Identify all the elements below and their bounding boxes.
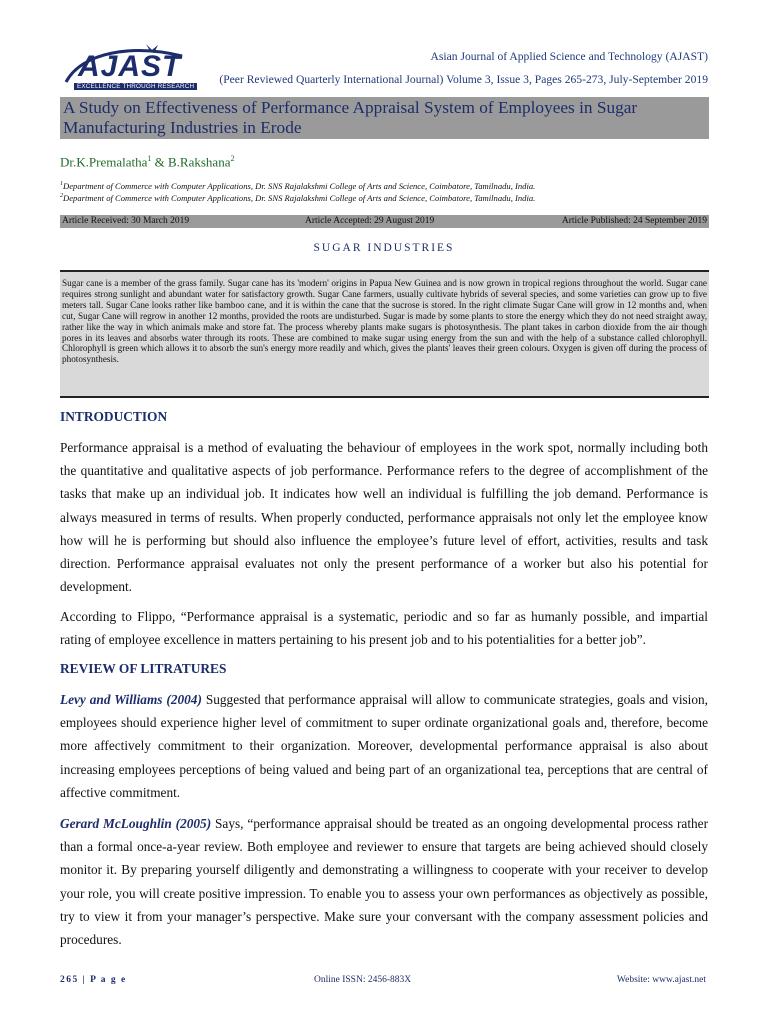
abstract-heading: SUGAR INDUSTRIES — [313, 242, 455, 254]
date-accepted: Article Accepted: 29 August 2019 — [305, 216, 435, 226]
abstract-box — [60, 270, 709, 398]
affiliation-2 — [60, 193, 535, 203]
review-1-text: Suggested that performance appraisal will allow to communicate strategies, goals and vision, employees should experience higher level of commitment to super ordinate organizational goals and, therefore, become more affectively commitment to their organization. Moreover, developmental performance appraisal is also about increasing employees perceptions of being valued and being part of an organizational tea, perceptions that are central of affective commitment. — [60, 692, 708, 800]
abstract-text: Sugar cane is a member of the grass family. Sugar cane has its 'modern' origins in Papua New Guinea and is now grown in tropical regions throughout the world. Sugar cane requires strong sunlight and abundant water for satisfactory growth. Sugar Cane farmers, usually cultivate hybrids of several species, and some varieties can grow up to five meters tall. Sugar Cane looks rather like bamboo cane, and it is within the cane that the sucrose is stored. In the right climate Sugar Cane will grow in 12 months and, when cut, Sugar Cane will regrow in another 12 months, provided the roots are undisturbed. Sugar is made by some plants to store the energy which they do not need straight away, rather like the way in which animals make and store fat. The process whereby plants make sugars is photosynthesis. The plant takes in carbon dioxide from the air though pores in its leaves and absorbs water through its roots. These are combined to make sugar using energy from the sun and with the help of a substance called chlorophyll. Chlorophyll is green which allows it to absorb the sun's energy more readily and which, gives the plants' leaves their green colours. Oxygen is given off during the process of photosynthesis. — [62, 278, 707, 365]
page-label: | P a g e — [78, 975, 127, 985]
paper-title: A Study on Effectiveness of Performance Appraisal System of Employees in Sugar Manufacturing Industries in Erode — [63, 98, 638, 137]
author-separator: & — [151, 154, 168, 170]
affiliation-2-sup: 2 — [60, 193, 63, 200]
footer-issn: Online ISSN: 2456-883X — [314, 975, 412, 985]
affiliation-1-text: Department of Commerce with Computer Applications, Dr. SNS Rajalakshmi College of Arts and Science, Coimbatore, Tamilnadu, India. — [63, 181, 536, 191]
footer-website[interactable]: Website: www.ajast.net — [616, 975, 706, 985]
review-2-text: Says, “performance appraisal should be treated as an ongoing developmental process rather than a formal once-a-year review. Both employee and reviewer to ensure that targets are being achieved should closely monitor it. By preparing yourself diligently and demonstrating a willingness to cooperate with your receiver to develop your role, you will create positive impression. To enable you to assess your own performances as objectively as possible, try to view it from your manager’s perspective. Make sure your conversant with the company assessment policies and procedures. — [60, 816, 708, 948]
author-2: B.Rakshana — [168, 154, 231, 170]
affiliation-1-sup: 1 — [60, 181, 63, 188]
logo-tagline: EXCELLENCE THROUGH RESEARCH — [74, 83, 197, 90]
page-number — [60, 975, 127, 985]
review-paragraph-1 — [60, 688, 708, 804]
introduction-paragraph-1: Performance appraisal is a method of evaluating the behaviour of employees in the work spot, normally including both the quantitative and qualitative aspects of job performance. Performance refers to the degree of accomplishment of the tasks that make up an individual job. It indicates how well an individual is fulfilling the job demand. Performance is always measured in terms of results. When properly conducted, performance appraisals not only let the employee know how will he is performing but should also influence the employee’s future level of effort, activities, results and task direction. Performance appraisal evaluates not only the present performance of a worker but also his potential for development. — [60, 440, 708, 595]
date-received: Article Received: 30 March 2019 — [62, 216, 190, 226]
date-published: Article Published: 24 September 2019 — [561, 216, 707, 226]
journal-name: Asian Journal of Applied Science and Technology (AJAST) — [430, 50, 708, 63]
affiliation-1 — [60, 181, 535, 191]
review-heading: REVIEW OF LITRATURES — [60, 661, 227, 676]
author-1: Dr.K.Premalatha — [60, 154, 148, 170]
introduction-heading: INTRODUCTION — [60, 409, 168, 424]
review-2-citation: Gerard McLoughlin (2005) — [60, 816, 212, 831]
journal-info: (Peer Reviewed Quarterly International Journal) Volume 3, Issue 3, Pages 265-273, July-September 2019 — [219, 73, 708, 86]
article-dates-bar — [60, 215, 709, 228]
introduction-paragraph-2: According to Flippo, “Performance appraisal is a systematic, periodic and so far as humanly possible, and impartial rating of employee excellence in matters pertaining to his present job and to his potentialities for a better job”. — [60, 609, 708, 648]
review-1-citation: Levy and Williams (2004) — [60, 692, 202, 707]
page-number-value: 265 — [60, 975, 79, 985]
author-1-sup: 1 — [147, 154, 152, 163]
logo-wordmark: AJAST — [78, 50, 182, 83]
affiliation-2-text: Department of Commerce with Computer Applications, Dr. SNS Rajalakshmi College of Arts and Science, Coimbatore, Tamilnadu, India. — [63, 193, 536, 203]
ajast-logo — [62, 24, 195, 90]
author-2-sup: 2 — [230, 154, 235, 163]
review-paragraph-2 — [60, 812, 708, 951]
title-bar — [60, 97, 709, 139]
author-line — [60, 154, 234, 170]
